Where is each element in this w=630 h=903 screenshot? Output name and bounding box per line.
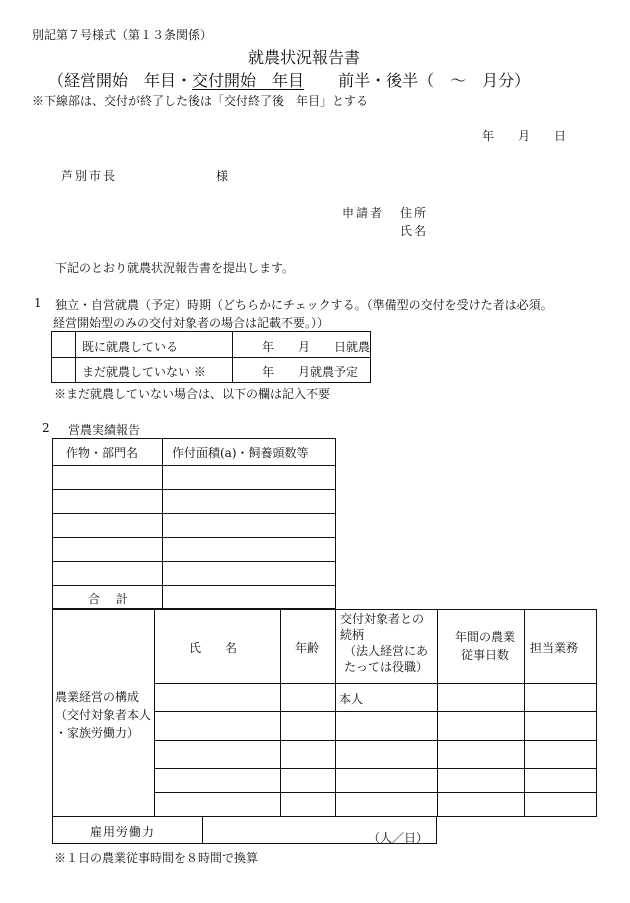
self-relation: 本人 — [339, 692, 364, 706]
section2-title: 営農実績報告 — [68, 423, 141, 437]
subtitle-years-since-start: 経営開始 年目 — [64, 71, 177, 90]
applicant-name-label: 氏名 — [400, 224, 429, 238]
farm-days-header-line: 年間の農業 — [454, 630, 515, 644]
subtitle-open: （ — [48, 71, 65, 90]
hired-labor-input[interactable] — [203, 817, 363, 843]
crop-total-label: 合 計 — [88, 592, 131, 606]
not-yet-farming-label: まだ就農していない ※ — [82, 365, 206, 379]
subtitle-period: 前半・後半（ ～ 月分） — [338, 71, 531, 90]
checkbox-already-farming[interactable] — [53, 333, 74, 356]
already-farming-date[interactable]: 年 月 日就農 — [262, 340, 371, 354]
section1-note: ※まだ就農していない場合は、以下の欄は記入不要 — [54, 387, 331, 401]
area-col-header: 作付面積(a)・飼養頭数等 — [172, 446, 309, 460]
crop-col-header: 作物・部門名 — [66, 446, 139, 460]
underline-note: ※下線部は、交付が終了した後は「交付終了後 年目」とする — [32, 94, 369, 108]
subtitle-years-since-grant: 交付開始 年目 — [192, 71, 305, 90]
composition-row-label-line: 農業経営の構成 — [55, 690, 140, 704]
checkbox-not-yet-farming[interactable] — [53, 359, 74, 382]
already-farming-label: 既に就農している — [82, 340, 179, 354]
form-subtitle — [48, 68, 530, 91]
member-name-header: 氏 名 — [189, 641, 238, 655]
farm-days-header-line: 従事日数 — [460, 648, 509, 662]
section1-number: 1 — [34, 296, 42, 310]
form-id: 別記第７号様式（第１３条関係） — [32, 28, 213, 42]
section1-heading-line1: 独立・自営就農（予定）時期（どちらかにチェックする。（準備型の交付を受けた者は必須。 — [55, 298, 553, 312]
member-age-header: 年齢 — [295, 641, 320, 655]
hired-labor-label: 雇用労働力 — [90, 825, 156, 839]
composition-row-label-line: （交付対象者本人 — [55, 708, 152, 722]
relation-header-line: 続柄 — [340, 628, 365, 642]
subtitle-dot: ・ — [176, 71, 193, 90]
duty-header: 担当業務 — [530, 641, 579, 655]
composition-row-label — [55, 688, 151, 742]
applicant-address-label: 住所 — [400, 206, 429, 220]
member-age-cell[interactable] — [281, 684, 334, 710]
composition-row-label-line: ・家族労働力） — [55, 726, 140, 740]
crop-name-cell[interactable] — [53, 466, 161, 488]
composition-footnote: ※１日の農業従事時間を８時間で換算 — [54, 851, 259, 865]
relation-header-line: たっては役職） — [344, 660, 429, 674]
applicant-label: 申請者 — [342, 206, 385, 220]
relation-header — [340, 611, 428, 675]
report-date: 年 月 日 — [482, 129, 567, 143]
member-name-cell[interactable] — [155, 684, 279, 710]
hired-labor-unit: （人／日） — [368, 831, 429, 845]
section1-heading-line2: 経営開始型のみの交付対象者の場合は記載不要。）） — [53, 316, 330, 330]
crop-table — [52, 438, 336, 609]
section2-number: 2 — [42, 421, 50, 435]
relation-header-line: 交付対象者との — [340, 612, 425, 626]
addressee-honorific: 様 — [216, 169, 229, 183]
crop-area-cell[interactable] — [163, 466, 335, 488]
relation-header-line: （法人経営にあ — [344, 644, 429, 658]
intro-text: 下記のとおり就農状況報告書を提出します。 — [55, 261, 295, 275]
farm-days-header — [441, 628, 529, 664]
timing-table-divider — [51, 357, 371, 358]
addressee-name: 芦別市長 — [61, 169, 118, 183]
form-title: 就農状況報告書 — [248, 48, 361, 67]
not-yet-farming-date[interactable]: 年 月就農予定 — [262, 365, 359, 379]
